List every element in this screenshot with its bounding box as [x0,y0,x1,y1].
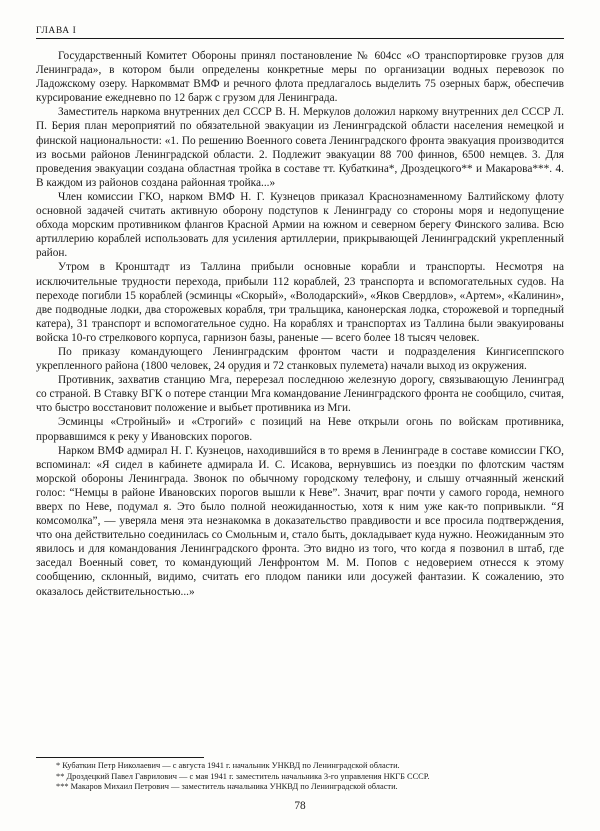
paragraph: Государственный Комитет Обороны принял постановление № 604сс «О транспортировке грузов для Ленинграда», в котором были определены конкретные меры по организации водных перевозок по Ладожскому озеру. Наркомвмат ВМФ и речного флота предлагалось выделить 75 озерных барж, обеспечив курсирование ежедневно по 12 барж с грузом для Ленинграда. [36,50,564,105]
paragraph: Заместитель наркома внутренних дел СССР В. Н. Меркулов доложил наркому внутренних дел СССР Л. П. Берия план мероприятий по обязательной эвакуации из Ленинградской области населения немецкой и финской национальности: «1. По решению Военного совета Ленинградского фронта эвакуация производится из восьми районов Ленинградской области. 2. Подлежит эвакуации 88 700 финнов, 6500 немцев. 3. Для проведения эвакуации создана областная тройка в составе тт. Кубаткина*, Дроздецкого** и Макарова***. 4. В каждом из районов создана районная тройка...» [36,106,564,189]
footnotes-block [36,757,564,793]
page-content [36,26,564,796]
footnote: ** Дроздецкий Павел Гаврилович — с мая 1941 г. заместитель начальника 3-го управления НКГБ СССР. [56,771,430,781]
footnote: *** Макаров Михаил Петрович — заместитель начальника УНКВД по Ленинградской области. [56,782,398,792]
footnote: * Кубаткин Петр Николаевич — с августа 1941 г. начальник УНКВД по Ленинградской области. [56,761,400,770]
page-number: 78 [294,800,306,812]
footnote-divider [36,757,204,758]
header-divider [36,38,564,39]
paragraph: Член комиссии ГКО, нарком ВМФ Н. Г. Кузнецов приказал Краснознаменному Балтийскому флоту основной задачей считать активную оборону подступов к Ленинграду со стороны моря и недопущение обхода морским противником флангов Красной Армии на южном и северном берегу Финского залива. Всю артиллерию кораблей использовать для усиления артиллерии, прикрывающей Ленинградский укрепленный район. [36,190,564,260]
paragraph: Нарком ВМФ адмирал Н. Г. Кузнецов, находившийся в то время в Ленинграде в составе комиссии ГКО, вспоминал: «Я сидел в кабинете адмирала И. С. Исакова, вернувшись из поездки по флотским частям морской обороны Ленинграда. Звонок по обычному городскому телефону, и слышу отчаянный женский голос: “Немцы в районе Ивановских порогов вышли к Неве”. Значит, враг почти у самого города, немного вверх по Неве, подумал я. Это было полной неожиданностью, хотя к ним уже как-то попривыкли. “Я комсомолка”, — уверяла меня эта незнакомка в доказательство правдивости и все просила подтверждения, что она действительно соединилась со Смольным и, стало быть, докладывает куда нужно. Неожиданным это явилось и для командования Ленинградского фронта. Это видно из того, что когда я позвонил в штаб, где заседал Военный совет, то командующий Ленфронтом М. М. Попов с недоверием отнесся к этому сообщению, склонный, видимо, считать его плодом паники или досужей фантазии. К сожалению, это оказалось действительностью...» [36,444,564,598]
body-text [36,49,564,599]
paragraph: Утром в Кронштадт из Таллина прибыли основные корабли и транспорты. Несмотря на исключительные трудности перехода, прибыли 112 кораблей, 23 транспорта и вспомогательных судов. На переходе погибли 15 кораблей (эсминцы «Скорый», «Володарский», «Яков Свердлов», «Артем», «Калинин», две подводные лодки, два сторожевых корабля, три тральщика, канонерская лодка, сторожевой и торпедный катера), 31 транспорт и вспомогательное судно. На кораблях и транспортах из Таллина были эвакуированы войска 10-го стрелкового корпуса, гарнизон базы, раненые — всего более 18 тысяч человек. [36,261,564,344]
paragraph: Эсминцы «Стройный» и «Строгий» с позиций на Неве открыли огонь по войскам противника, прорвавшимся к реку у Ивановских порогов. [36,416,564,443]
paragraph: По приказу командующего Ленинградским фронтом части и подразделения Кингисеппского укрепленного района (1800 человек, 24 орудия и 72 станковых пулемета) начали выход из окружения. [36,345,564,373]
running-head: ГЛАВА I [36,26,77,36]
paragraph: Противник, захватив станцию Мга, перерезал последнюю железную дорогу, связывающую Ленинград со страной. В Ставку ВГК о потере станции Мга командование Ленинградского фронта не сообщило, считая, что быстро восстановит положение и выбьет противника из Мги. [36,374,564,415]
